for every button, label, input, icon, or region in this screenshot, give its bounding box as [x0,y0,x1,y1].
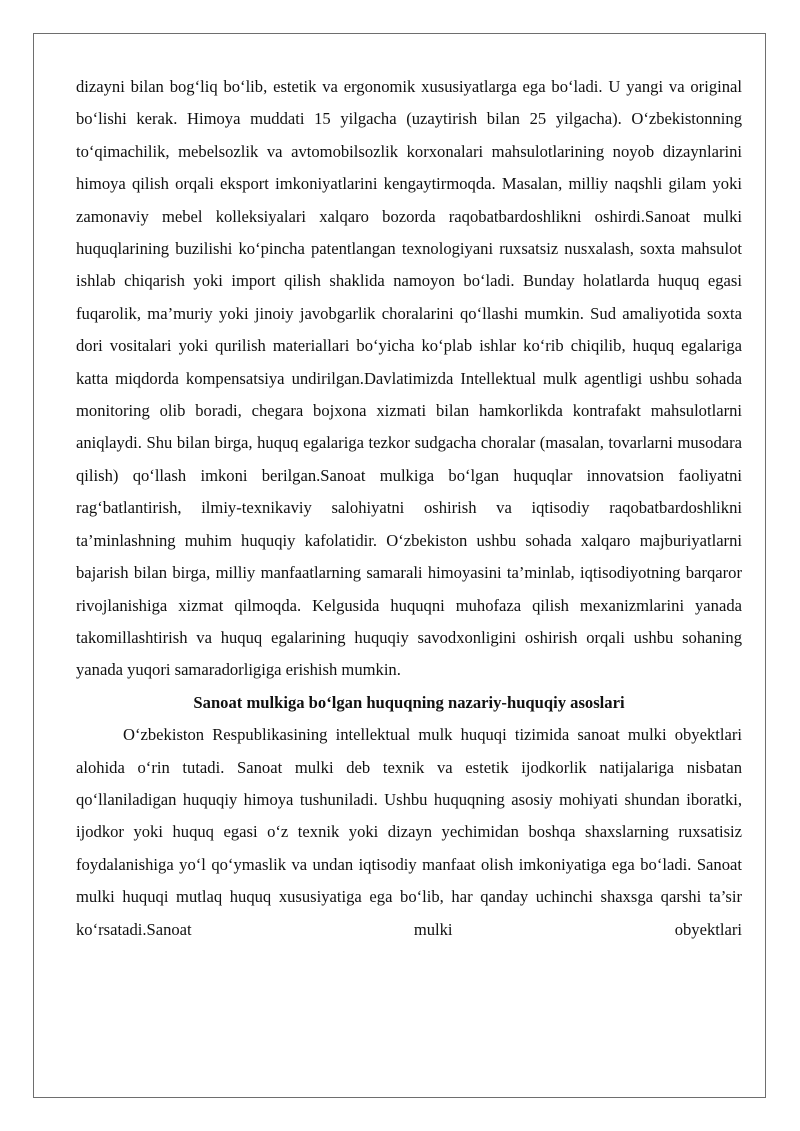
document-body [76,71,742,946]
section-heading: Sanoat mulkiga bo‘lgan huquqning nazariy-huquqiy asoslari [193,692,625,712]
body-paragraph: dizayni bilan bog‘liq bo‘lib, estetik va ergonomik xususiyatlarga ega bo‘ladi. U yangi va original bo‘lishi kerak. Himoya muddati 15 yilgacha (uzaytirish bilan 25 yilgacha). O‘zbekistonning to‘qimachilik, mebelsozlik va avtomobilsozlik korxonalari mahsulotlarining noyob dizaynlarini himoya qilish orqali eksport imkoniyatlarini kengaytirmoqda. Masalan, milliy naqshli gilam yoki zamonaviy mebel kolleksiyalari xalqaro bozorda raqobatbardoshlikni oshirdi.Sanoat mulki huquqlarining buzilishi ko‘pincha patentlangan texnologiyani ruxsatsiz nusxalash, soxta mahsulot ishlab chiqarish yoki import qilish shaklida namoyon bo‘ladi. Bunday holatlarda huquq egasi fuqarolik, ma’muriy yoki jinoiy javobgarlik choralarini qo‘llashi mumkin. Sud amaliyotida soxta dori vositalari yoki qurilish materiallari bo‘yicha ko‘plab ishlar ko‘rib chiqilib, huquq egalariga katta miqdorda kompensatsiya undirilgan.Davlatimizda Intellektual mulk agentligi ushbu sohada monitoring olib boradi, chegara bojxona xizmati bilan hamkorlikda kontrafakt mahsulotlarni aniqlaydi. Shu bilan birga, huquq egalariga tezkor sudgacha choralar (masalan, tovarlarni musodara qilish) qo‘llash imkoni berilgan.Sanoat mulkiga bo‘lgan huquqlar innovatsion faoliyatni rag‘batlantirish, ilmiy-texnikaviy salohiyatni oshirish va iqtisodiy raqobatbardoshlikni ta’minlashning muhim huquqiy kafolatidir. O‘zbekiston ushbu sohada xalqaro majburiyatlarni bajarish bilan birga, milliy manfaatlarning samarali himoyasini ta’minlab, iqtisodiyotning barqaror rivojlanishiga xizmat qilmoqda. Kelgusida huquqni muhofaza qilish mexanizmlarini yanada takomillashtirish va huquq egalarining huquqiy savodxonligini oshirish orqali ushbu sohaning yanada yuqori samaradorligiga erishish mumkin. [76,77,742,680]
body-paragraph: O‘zbekiston Respublikasining intellektual mulk huquqi tizimida sanoat mulki obyektlari alohida o‘rin tutadi. Sanoat mulki deb texnik va estetik ijodkorlik natijalariga nisbatan qo‘llaniladigan huquqiy himoya tushuniladi. Ushbu huquqning asosiy mohiyati shundan iboratki, ijodkor yoki huquq egasi o‘z texnik yoki dizayn yechimidan boshqa shaxslarning ruxsatisiz foydalanishiga yo‘l qo‘ymaslik va undan iqtisodiy manfaat olish imkoniyatiga ega bo‘ladi. Sanoat mulki huquqi mutlaq huquq xususiyatiga ega bo‘lib, har qanday uchinchi shaxsga qarshi ta’sir ko‘rsatadi.Sanoat mulki obyektlari [76,725,742,939]
